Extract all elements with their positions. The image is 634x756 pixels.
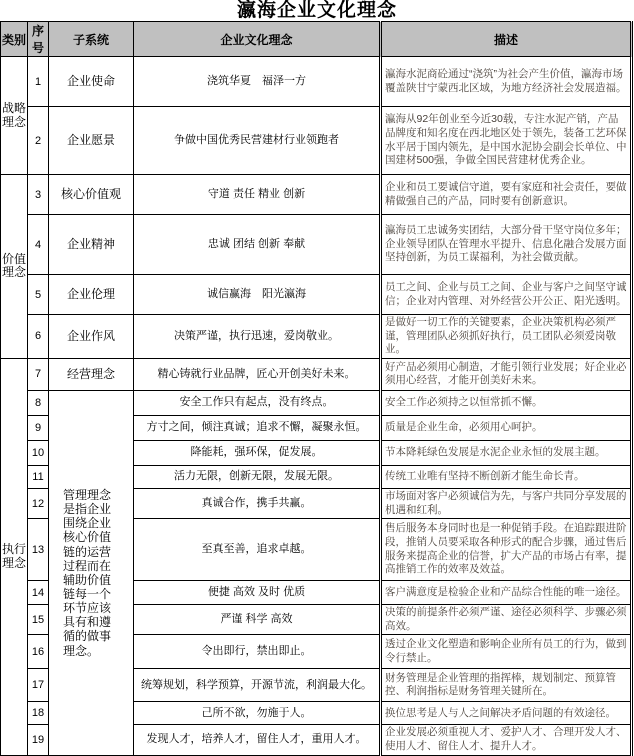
subsystem-cell: 企业使命: [49, 57, 134, 107]
description-cell: 客户满意度是检验企业和产品综合性能的唯一途径。: [381, 581, 632, 605]
row-number-cell: 19: [28, 725, 49, 755]
description-cell: 安全工作必须持之以恒常抓不懈。: [381, 390, 632, 415]
concept-cell: 降能耗，强环保，促发展。: [134, 440, 381, 465]
description-cell: 市场面对客户必须诚信为先，与客户共同分享发展的机遇和红利。: [381, 488, 632, 518]
row-number-cell: 15: [28, 605, 49, 635]
table-row: [1, 315, 632, 359]
description-cell: 是做好一切工作的关键要素，企业决策机构必须严谨，管理团队必须抓好执行，员工团队必须爱岗敬业。: [381, 315, 632, 359]
subsystem-management-text: 管理理念是指企业围绕企业核心价值链的运营过程而在辅助价值链每一个环节应该具有和遵循的做事理念。: [63, 487, 112, 658]
row-number-cell: 17: [28, 669, 49, 702]
table-row: [1, 390, 632, 415]
culture-table: [0, 21, 633, 756]
subsystem-cell-management: [49, 390, 134, 755]
description-cell: 质量是企业生命，必须用心呵护。: [381, 415, 632, 440]
description-cell: 瀛海员工忠诚务实团结，大部分骨干坚守岗位多年；企业领导团队在管理水平提升、信息化融合发展方面坚持创新，为员工谋福利，为社会做贡献。: [381, 215, 632, 275]
concept-cell: 诚信赢海 阳光瀛海: [134, 275, 381, 315]
concept-cell: 真诚合作，携手共赢。: [134, 488, 381, 518]
concept-cell: 精心铸就行业品牌，匠心开创美好未来。: [134, 358, 381, 390]
page-title: 瀛海企业文化理念: [236, 0, 397, 21]
concept-cell: 安全工作只有起点，没有终点。: [134, 390, 381, 415]
row-number-cell: 4: [28, 215, 49, 275]
col-header-description: 描述: [381, 22, 632, 57]
row-number-cell: 9: [28, 415, 49, 440]
concept-cell: 活力无限，创新无限，发展无限。: [134, 465, 381, 488]
concept-cell: 至真至善，追求卓越。: [134, 519, 381, 581]
description-cell: 节本降耗绿色发展是水泥企业永恒的发展主题。: [381, 440, 632, 465]
concept-cell: 守道 责任 精业 创新: [134, 175, 381, 215]
subsystem-cell: 企业作风: [49, 315, 134, 359]
description-cell: 企业和员工要诚信守道，要有家庭和社会责任，要做精做强自己的产品，同时要有创新意识。: [381, 175, 632, 215]
description-cell: 售后服务本身同时也是一种促销手段。在追踪跟进阶段，推销人员要采取各种形式的配合步骤，通过售后服务来提高企业的信誉，扩大产品的市场占有率，提高推销工作的效率及效益。: [381, 519, 632, 581]
row-number-cell: 5: [28, 275, 49, 315]
row-number-cell: 8: [28, 390, 49, 415]
header-row: [1, 22, 632, 57]
concept-cell: 浇筑华夏 福泽一方: [134, 57, 381, 107]
category-cell-execution: 执行理念: [1, 358, 28, 755]
row-number-cell: 14: [28, 581, 49, 605]
row-number-cell: 11: [28, 465, 49, 488]
row-number-cell: 3: [28, 175, 49, 215]
concept-cell: 己所不欲，勿施于人。: [134, 702, 381, 725]
concept-cell: 统筹规划，科学预算，开源节流，利润最大化。: [134, 669, 381, 702]
row-number-cell: 18: [28, 702, 49, 725]
subsystem-cell: 经营理念: [49, 358, 134, 390]
description-cell: 好产品必须用心制造，才能引领行业发展；好企业必须用心经营，才能开创美好未来。: [381, 358, 632, 390]
category-cell-value: 价值理念: [1, 175, 28, 359]
col-header-subsystem: 子系统: [49, 22, 134, 57]
description-cell: 企业发展必须重视人才、爱护人才、合理开发人才、使用人才、留住人才、提升人才。: [381, 725, 632, 755]
description-cell: 透过企业文化塑造和影响企业所有员工的行为，做到令行禁止。: [381, 635, 632, 669]
table-row: [1, 275, 632, 315]
table-row: [1, 107, 632, 175]
row-number-cell: 6: [28, 315, 49, 359]
row-number-cell: 13: [28, 519, 49, 581]
concept-cell: 发现人才，培养人才，留住人才，重用人才。: [134, 725, 381, 755]
row-number-cell: 10: [28, 440, 49, 465]
table-row: [1, 358, 632, 390]
col-header-category: 类别: [1, 22, 28, 57]
col-header-concept: 企业文化理念: [134, 22, 381, 57]
concept-cell: 令出即行，禁出即止。: [134, 635, 381, 669]
subsystem-cell: 企业愿景: [49, 107, 134, 175]
subsystem-cell: 核心价值观: [49, 175, 134, 215]
concept-cell: 便捷 高效 及时 优质: [134, 581, 381, 605]
description-cell: 换位思考是人与人之间解决矛盾问题的有效途径。: [381, 702, 632, 725]
row-number-cell: 16: [28, 635, 49, 669]
table-row: [1, 57, 632, 107]
description-cell: 瀛海水泥商砼通过“浇筑”为社会产生价值，瀛海市场覆盖陕甘宁蒙西北区域，为地方经济社会发展造福。: [381, 57, 632, 107]
table-row: [1, 215, 632, 275]
table-row: [1, 175, 632, 215]
concept-cell: 严谨 科学 高效: [134, 605, 381, 635]
subsystem-cell: 企业伦理: [49, 275, 134, 315]
description-cell: 传统工业唯有坚持不断创新才能生命长青。: [381, 465, 632, 488]
concept-cell: 方寸之间，倾注真诚；追求不懈，凝聚永恒。: [134, 415, 381, 440]
description-cell: 员工之间、企业与员工之间、企业与客户之间坚守诚信；企业对内管理、对外经营公开公正、阳光透明。: [381, 275, 632, 315]
row-number-cell: 7: [28, 358, 49, 390]
row-number-cell: 12: [28, 488, 49, 518]
concept-cell: 决策严谨，执行迅速，爱岗敬业。: [134, 315, 381, 359]
subsystem-cell: 企业精神: [49, 215, 134, 275]
concept-cell: 忠诚 团结 创新 奉献: [134, 215, 381, 275]
col-header-no: 序号: [28, 22, 49, 57]
row-number-cell: 2: [28, 107, 49, 175]
category-cell-strategy: 战略理念: [1, 57, 28, 175]
concept-cell: 争做中国优秀民营建材行业领跑者: [134, 107, 381, 175]
description-cell: 财务管理是企业管理的指挥棒，规划制定、预算管控、利润指标是财务管理关键所在。: [381, 669, 632, 702]
row-number-cell: 1: [28, 57, 49, 107]
description-cell: 瀛海从92年创业至今近30载，专注水泥产销，产品品牌度和知名度在西北地区处于领先，装备工艺环保水平居于国内领先，是中国水泥协会副会长单位、中国建材500强，争做全国民营建材优秀企业。: [381, 107, 632, 175]
description-cell: 决策的前提条件必须严谨、途径必须科学、步骤必须高效。: [381, 605, 632, 635]
